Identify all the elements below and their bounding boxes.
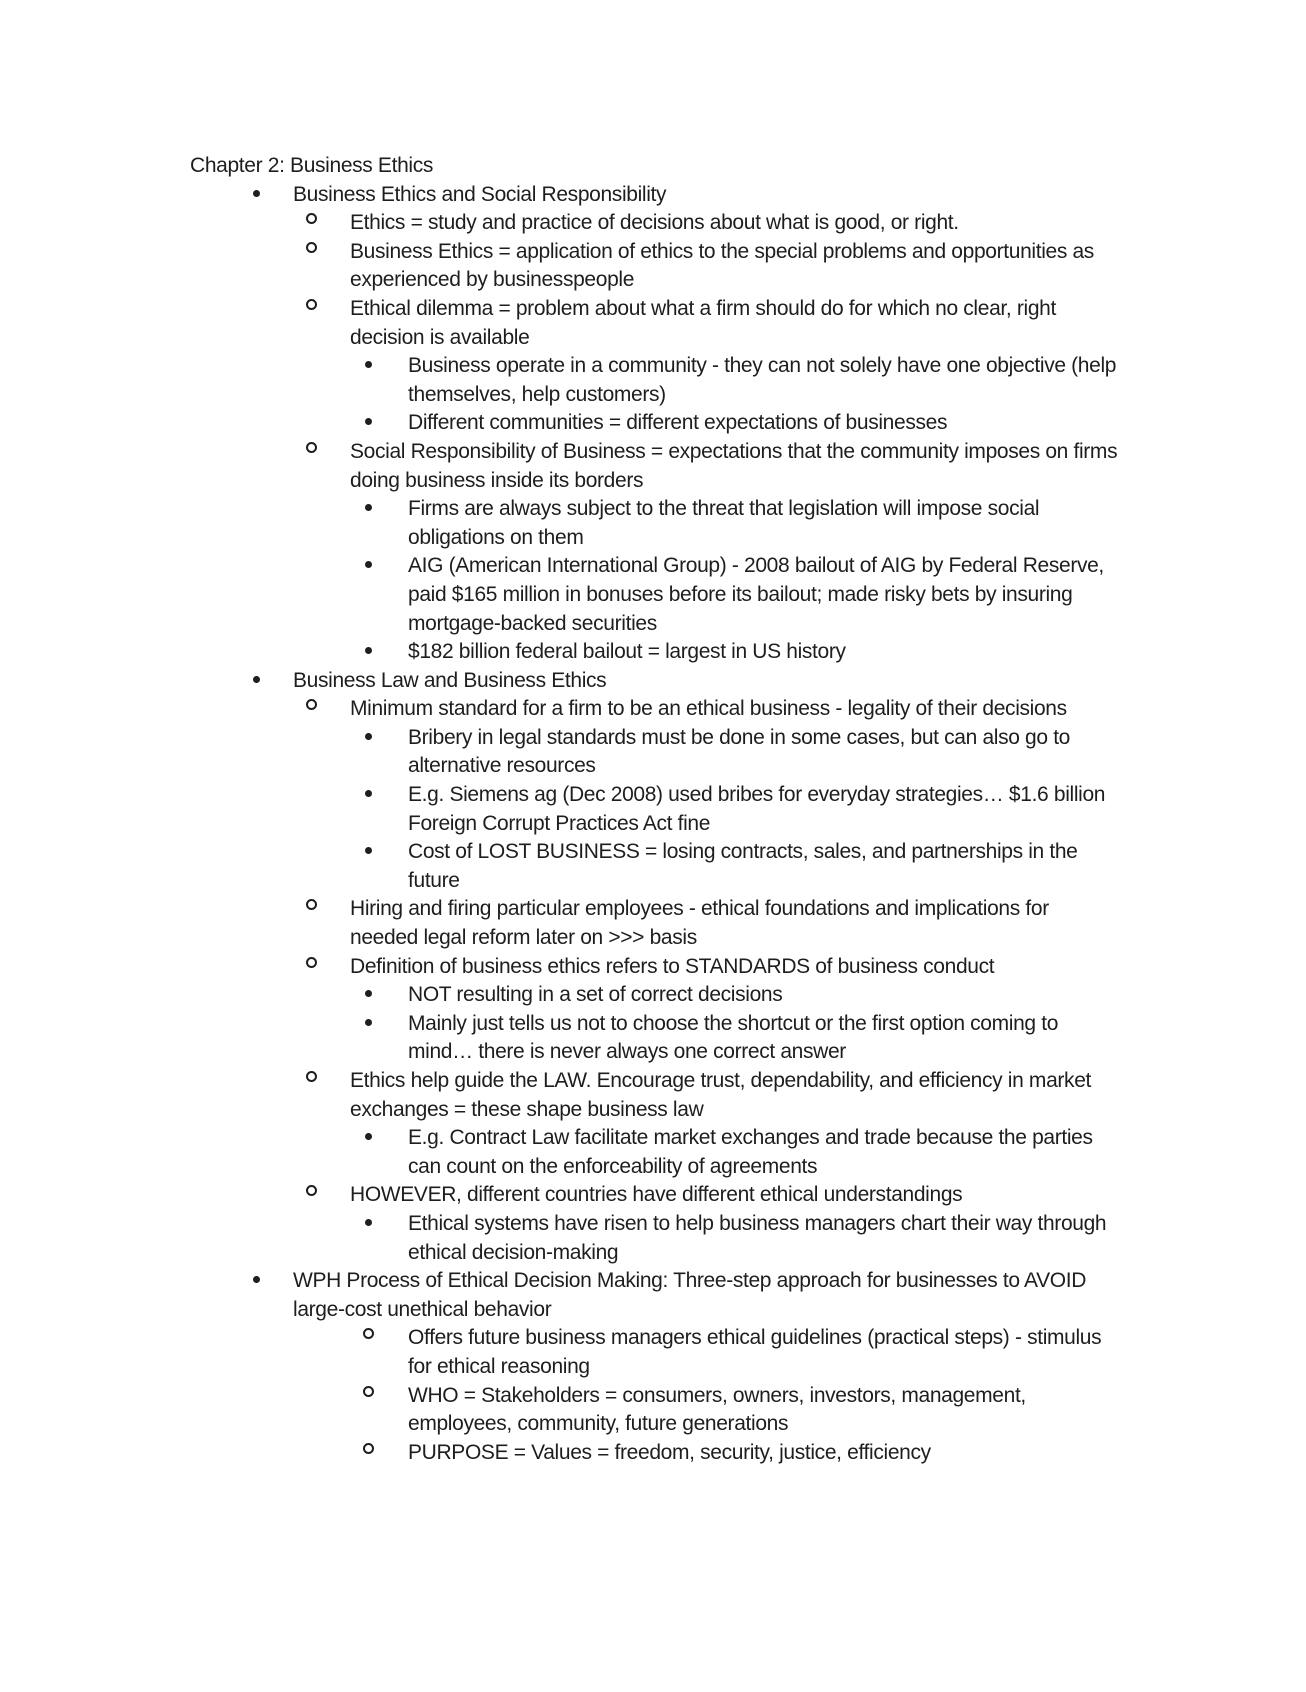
list-item-text: Definition of business ethics refers to STANDARDS of business conduct: [350, 954, 995, 978]
bullet-circle-icon: [301, 238, 321, 267]
outline-item: [190, 438, 1120, 495]
outline-subitem: [190, 981, 1120, 1010]
bullet-circle-icon: [358, 1382, 378, 1411]
list-item-text: $182 billion federal bailout = largest in US history: [408, 640, 846, 664]
page-title: Chapter 2: Business Ethics: [190, 154, 434, 177]
bullet-dot-icon: [358, 981, 378, 1010]
bullet-circle-icon: [358, 1439, 378, 1468]
bullet-circle-icon: [301, 895, 321, 924]
bullet-circle-icon: [301, 1181, 321, 1210]
outline-item: [190, 895, 1120, 952]
outline-item: [190, 1324, 1120, 1381]
bullet-circle-icon: [301, 1067, 321, 1096]
bullet-circle-icon: [301, 438, 321, 467]
list-item-text: HOWEVER, different countries have different ethical understandings: [350, 1183, 963, 1207]
section-heading: [190, 1267, 1120, 1324]
bullet-dot-icon: [246, 667, 266, 696]
list-item-text: Minimum standard for a firm to be an ethical business - legality of their decisions: [350, 697, 1067, 721]
bullet-circle-icon: [301, 953, 321, 982]
outline-item: [190, 1439, 1120, 1468]
outline-subitem: [190, 1124, 1120, 1181]
list-item-text: Business Law and Business Ethics: [293, 668, 607, 692]
list-item-text: NOT resulting in a set of correct decisions: [408, 983, 783, 1007]
bullet-dot-icon: [246, 1267, 266, 1296]
bullet-circle-icon: [301, 209, 321, 238]
bullet-dot-icon: [358, 495, 378, 524]
list-item-text: Offers future business managers ethical guidelines (practical steps) - stimulus for ethical reasoning: [408, 1326, 1102, 1378]
outline-item: [190, 238, 1120, 295]
outline-subitem: [190, 495, 1120, 552]
section-heading: [190, 667, 1120, 696]
list-item-text: Mainly just tells us not to choose the shortcut or the first option coming to mind… there is never always one correct answer: [408, 1011, 1059, 1064]
outline-item: [190, 695, 1120, 724]
list-item-text: E.g. Contract Law facilitate market exchanges and trade because the parties can count on the enforceability of agreements: [408, 1126, 1093, 1178]
outline-subitem: [190, 409, 1120, 438]
outline-item: [190, 1181, 1120, 1210]
bullet-dot-icon: [358, 724, 378, 753]
list-item-text: Different communities = different expectations of businesses: [408, 411, 948, 435]
bullet-circle-icon: [301, 695, 321, 724]
list-item-text: WPH Process of Ethical Decision Making: Three-step approach for businesses to AVOID large-cost unethical behavior: [293, 1269, 1087, 1321]
outline-subitem: [190, 352, 1120, 409]
bullet-dot-icon: [358, 1210, 378, 1239]
list-item-text: Hiring and firing particular employees - ethical foundations and implications for needed legal reform later on >>> basis: [350, 897, 1049, 950]
outline-subitem: [190, 1010, 1120, 1067]
notes-outline: [190, 181, 1120, 1468]
outline-subitem: [190, 838, 1120, 895]
list-item-text: WHO = Stakeholders = consumers, owners, investors, management, employees, community, future generations: [408, 1383, 1026, 1436]
section-heading: [190, 181, 1120, 210]
list-item-text: Ethical dilemma = problem about what a firm should do for which no clear, right decision is available: [350, 296, 1056, 349]
bullet-dot-icon: [358, 552, 378, 581]
outline-subitem: [190, 552, 1120, 638]
bullet-dot-icon: [246, 181, 266, 210]
bullet-dot-icon: [358, 838, 378, 867]
notes-content: [190, 152, 1120, 1467]
bullet-dot-icon: [358, 781, 378, 810]
outline-subitem: [190, 724, 1120, 781]
list-item-text: Bribery in legal standards must be done in some cases, but can also go to alternative resources: [408, 725, 1071, 778]
bullet-dot-icon: [358, 638, 378, 667]
list-item-text: Business operate in a community - they can not solely have one objective (help themselves, help customers): [408, 354, 1117, 406]
outline-item: [190, 295, 1120, 352]
bullet-circle-icon: [358, 1324, 378, 1353]
bullet-dot-icon: [358, 1010, 378, 1039]
list-item-text: Cost of LOST BUSINESS = losing contracts, sales, and partnerships in the future: [408, 840, 1078, 892]
outline-item: [190, 953, 1120, 982]
outline-item: [190, 1067, 1120, 1124]
bullet-dot-icon: [358, 1124, 378, 1153]
list-item-text: AIG (American International Group) - 2008 bailout of AIG by Federal Reserve, paid $165 million in bonuses before its bailout; made risky bets by insuring mortgage-backed securities: [408, 554, 1104, 635]
list-item-text: Business Ethics = application of ethics to the special problems and opportunities as experienced by businesspeople: [350, 239, 1094, 292]
list-item-text: E.g. Siemens ag (Dec 2008) used bribes for everyday strategies… $1.6 billion Foreign Corrupt Practices Act fine: [408, 783, 1106, 835]
outline-subitem: [190, 638, 1120, 667]
outline-item: [190, 1382, 1120, 1439]
bullet-dot-icon: [358, 409, 378, 438]
bullet-circle-icon: [301, 295, 321, 324]
list-item-text: Ethics help guide the LAW. Encourage trust, dependability, and efficiency in market exchanges = these shape business law: [350, 1069, 1092, 1121]
list-item-text: Ethics = study and practice of decisions about what is good, or right.: [350, 211, 959, 235]
list-item-text: Ethical systems have risen to help business managers chart their way through ethical decision-making: [408, 1211, 1107, 1264]
outline-subitem: [190, 1210, 1120, 1267]
list-item-text: Firms are always subject to the threat that legislation will impose social obligations on them: [408, 497, 1040, 549]
outline-item: [190, 209, 1120, 238]
list-item-text: Social Responsibility of Business = expectations that the community imposes on firms doing business inside its borders: [350, 439, 1118, 492]
bullet-dot-icon: [358, 352, 378, 381]
list-item-text: Business Ethics and Social Responsibility: [293, 182, 667, 206]
outline-subitem: [190, 781, 1120, 838]
list-item-text: PURPOSE = Values = freedom, security, justice, efficiency: [408, 1440, 931, 1464]
